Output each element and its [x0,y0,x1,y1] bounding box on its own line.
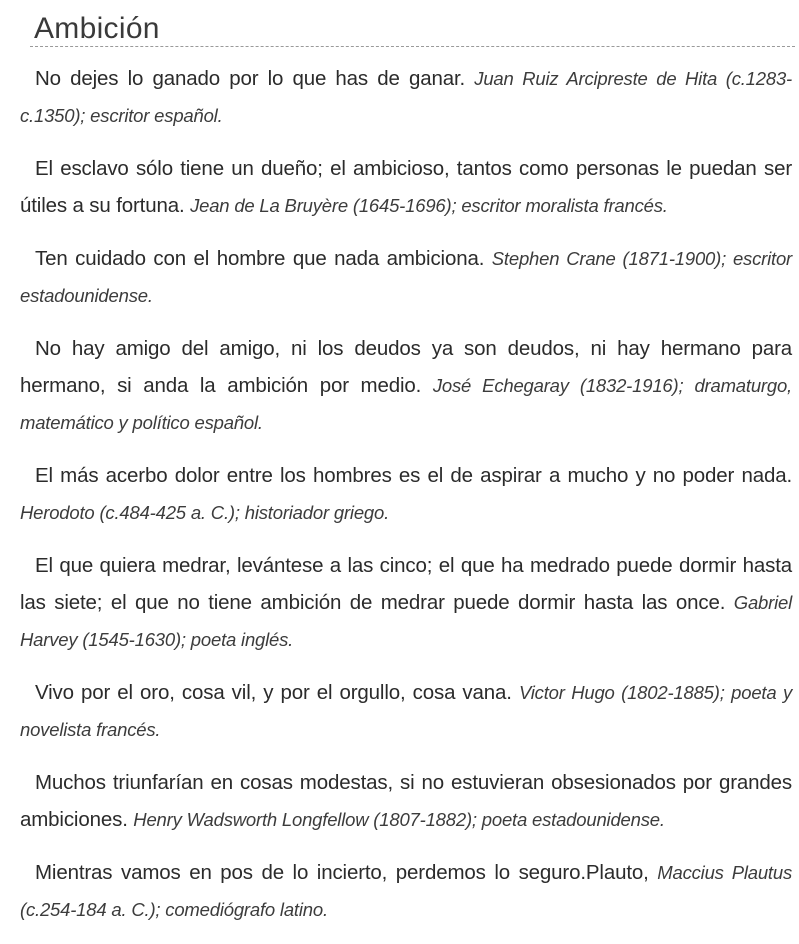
quote-author: Gabriel Harvey (1545-1630); poeta inglés. [20,592,792,650]
quote-item [20,150,792,224]
quote-item [20,764,792,838]
quote-author: José Echegaray (1832-1916); dramaturgo, matemático y político español. [20,375,792,433]
section-title: Ambición [34,12,160,45]
quote-text: Mientras vamos en pos de lo incierto, perdemos lo seguro.Plauto, [35,861,649,884]
quote-author: Victor Hugo (1802-1885); poeta y novelista francés. [20,682,793,740]
quote-author: Henry Wadsworth Longfellow (1807-1882); poeta estadounidense. [133,809,665,830]
quote-item [20,674,792,748]
quote-author: Juan Ruiz Arcipreste de Hita (c.1283-c.1350); escritor español. [20,68,792,126]
quote-text: El que quiera medrar, levántese a las cinco; el que ha medrado puede dormir hasta las siete; el que no tiene ambición de medrar puede dormir hasta las once. [20,554,792,614]
quote-item [20,60,792,134]
quote-text: Vivo por el oro, cosa vil, y por el orgullo, cosa vana. [35,681,512,704]
quote-text: Ten cuidado con el hombre que nada ambiciona. [35,247,485,270]
quote-author: Maccius Plautus (c.254-184 a. C.); comediógrafo latino. [20,862,792,920]
quote-list [20,60,792,944]
quote-text: No dejes lo ganado por lo que has de ganar. [35,67,466,90]
quote-item [20,457,792,531]
quote-author: Stephen Crane (1871-1900); escritor estadounidense. [20,248,793,306]
quote-item [20,854,792,928]
quote-item [20,330,792,441]
quote-text: Muchos triunfarían en cosas modestas, si no estuvieran obsesionados por grandes ambiciones. [20,771,792,831]
quote-author: Herodoto (c.484-425 a. C.); historiador griego. [20,502,390,523]
quote-item [20,547,792,658]
quote-item [20,240,792,314]
title-divider [30,46,795,47]
quote-text: El más acerbo dolor entre los hombres es el de aspirar a mucho y no poder nada. [35,464,792,487]
quote-text: El esclavo sólo tiene un dueño; el ambicioso, tantos como personas le puedan ser útiles a su fortuna. [20,157,792,217]
quote-text: No hay amigo del amigo, ni los deudos ya son deudos, ni hay hermano para hermano, si anda la ambición por medio. [20,337,792,397]
quote-author: Jean de La Bruyère (1645-1696); escritor moralista francés. [190,195,668,216]
